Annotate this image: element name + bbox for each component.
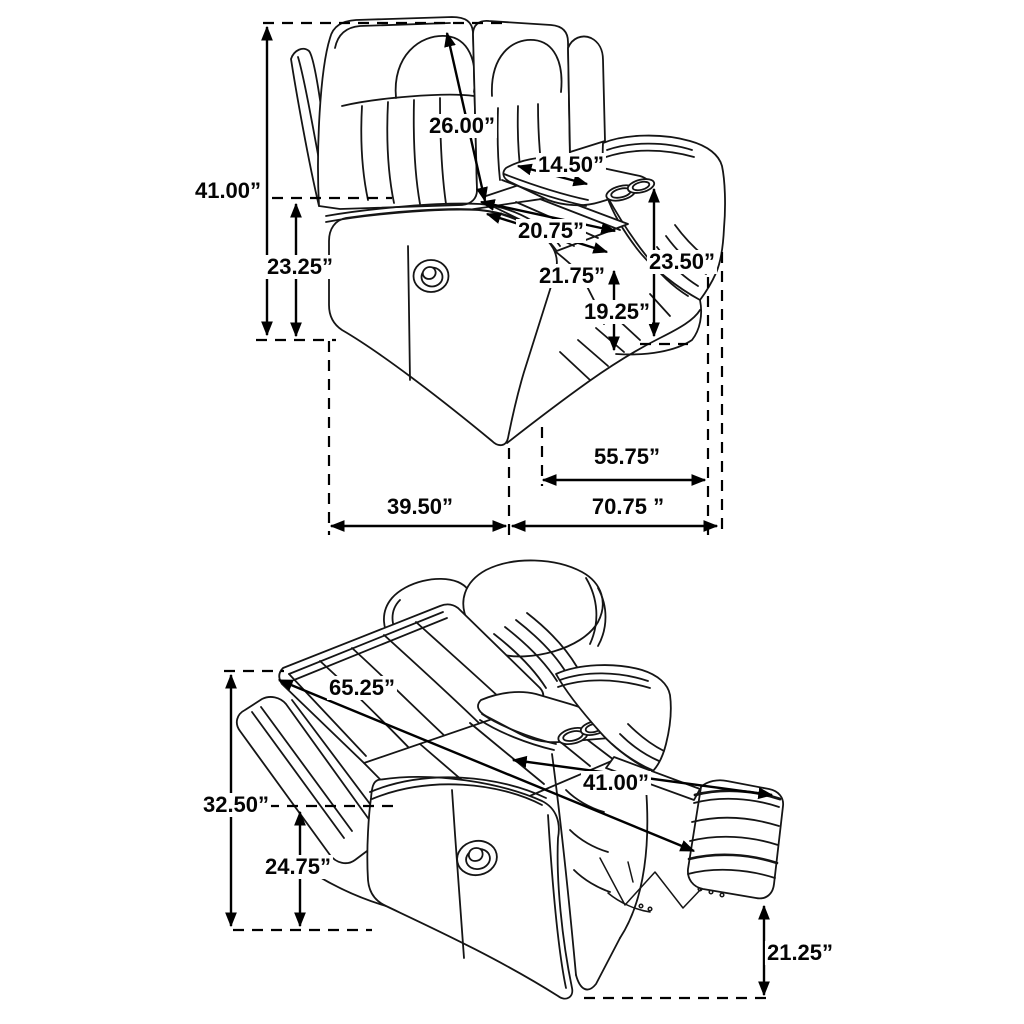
dim-label-seat-height: 19.25” <box>583 299 651 324</box>
center-arm <box>367 777 572 999</box>
dim-label-reclined-length: 65.25” <box>328 675 396 700</box>
dim-label-console-height: 23.50” <box>648 249 716 274</box>
dim-label-back-width: 26.00” <box>428 113 496 138</box>
reclined-sofa-drawing <box>237 560 783 998</box>
dim-label-overall-height: 41.00” <box>194 178 262 203</box>
dim-label-reclined-arm-height: 24.75” <box>264 854 332 879</box>
dim-label-overall-depth: 39.50” <box>386 494 454 519</box>
dim-label-seat-width: 21.75” <box>538 263 606 288</box>
recline-handle-icon <box>414 260 449 292</box>
dim-label-seat-section-width: 55.75” <box>593 444 661 469</box>
right-arm <box>603 136 725 300</box>
dim-label-console-width: 14.50” <box>537 152 605 177</box>
left-arm <box>329 209 557 445</box>
upright-sofa-drawing <box>291 17 725 445</box>
dim-label-reclined-back-height: 32.50” <box>202 792 270 817</box>
dim-label-footrest-height: 21.25” <box>766 940 834 965</box>
dim-label-arm-height: 23.25” <box>266 254 334 279</box>
dim-label-seat-depth: 20.75” <box>517 218 585 243</box>
dim-label-overall-width: 70.75 ” <box>591 494 665 519</box>
dim-label-recline-surface-length: 41.00” <box>582 770 650 795</box>
